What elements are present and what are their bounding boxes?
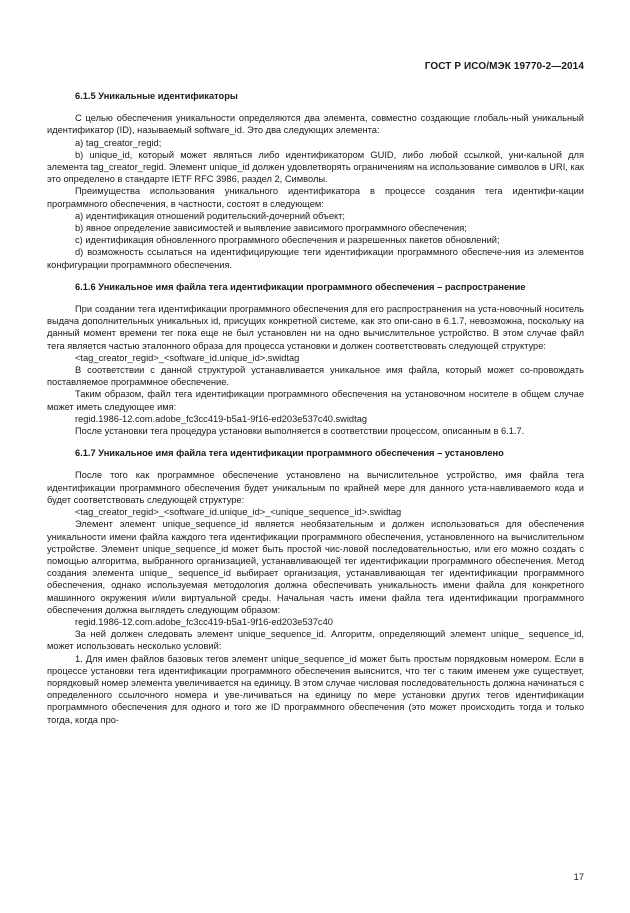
paragraph: Таким образом, файл тега идентификации программного обеспечения на установочном носителе в общем случае может иметь следующее имя:	[47, 389, 584, 412]
list-item: d) возможность ссылаться на идентифицирующие теги идентификации программного обеспече-ния из элементов конфигурации программного обеспечения.	[47, 247, 584, 270]
paragraph: При создании тега идентификации программного обеспечения для его распространения на уста-новочный носитель выдача дополнительных уникальных id, присущих конкретной системе, как это опи-сано в 6.1.7, невозможна, поскольку на данный момент времени тег пока еще не был установлен ни на одно вычислительное устройство. В этом случае файл тега является частью эталонного образа для процесса установки и должен соответствовать следующей структуре:	[47, 304, 584, 351]
filename-example: regid.1986-12.com.adobe_fc3cc419-b5a1-9f16-ed203e537c40.swidtag	[75, 413, 368, 424]
filename-structure: <tag_creator_regid>_<software_id.unique_id>_<unique_sequence_id>.swidtag	[75, 507, 402, 518]
standard-designation: ГОСТ Р ИСО/МЭК 19770-2—2014	[424, 61, 584, 72]
paragraph: За ней должен следовать элемент unique_sequence_id. Алгоритм, определяющий элемент unique_ sequence_id, может использовать несколько условий:	[47, 629, 584, 652]
paragraph: 1. Для имен файлов базовых тегов элемент unique_sequence_id может быть простым порядковым номером. Если в процессе установки тега идентификации программного обеспечения выяснится, что тег с таким именем уже существует, порядковый номер элемента увеличивается на единицу. В этом случае числовая последовательность должна начинаться с определенного ссылочного номера и уве-личиваться на единицу по мере установки других тегов идентификации программного обеспечения для одного и того же ID программного обеспечения (это может происходить тогда и только тогда, когда про-	[47, 653, 584, 725]
page-number: 17	[573, 872, 584, 882]
list-item: b) unique_id, который может являться либо идентификатором GUID, либо любой ссылкой, уни-кальной для элемента tag_creator_regid. Элемент unique_id должен удовлетворять ограничениям на использование символов в URI, как это определено в стандарте IETF RFC 3986, раздел 2, Символы.	[47, 149, 584, 185]
filename-structure: <tag_creator_regid>_<software_id.unique_id>.swidtag	[75, 352, 300, 363]
list-item: c) идентификация обновленного программного обеспечения и разрешенных пакетов обновлений;	[75, 235, 500, 246]
heading-6-1-7: 6.1.7 Уникальное имя файла тега идентификации программного обеспечения – установлено	[75, 448, 504, 459]
list-item: a) идентификация отношений родительский-дочерний объект;	[75, 210, 345, 221]
paragraph: В соответствии с данной структурой устанавливается уникальное имя файла, который может со-провождать поставляемое программное обеспечение.	[47, 365, 584, 388]
paragraph: С целью обеспечения уникальности определяются два элемента, совместно создающие глобаль-ный уникальный идентификатор (ID), называемый software_id. Это два следующих элемента:	[47, 113, 584, 136]
heading-6-1-5: 6.1.5 Уникальные идентификаторы	[75, 91, 238, 101]
paragraph: После того как программное обеспечение установлено на вычислительное устройство, имя файла тега идентификации программного обеспечения будет уникальным по крайней мере для данного уста-навливаемого кода и будет соответствовать следующей структуре:	[47, 470, 584, 505]
page-content	[47, 90, 584, 726]
paragraph: После установки тега процедура установки выполняется в соответствии процессом, описанным в 6.1.7.	[75, 426, 525, 437]
list-item: a) tag_creator_regid;	[75, 137, 162, 148]
filename-example: regid.1986-12.com.adobe_fc3cc419-b5a1-9f16-ed203e537c40	[75, 616, 333, 627]
heading-6-1-6: 6.1.6 Уникальное имя файла тега идентификации программного обеспечения – распространение	[75, 281, 526, 292]
paragraph: Элемент элемент unique_sequence_id является необязательным и должен использоваться для обеспечения уникальности имени файла каждого тега идентификации программного обеспечения, установленного на вычислительном устройстве. Элемент unique_sequence_id может быть простой чис-ловой последовательностью, или его можно создать с помощью алгоритма, выбранного организацией, устанавливающей тег идентификации программного обеспечения. Метод создания элемента unique_ sequence_id выбирает организация, устанавливающая тег идентификации программного обеспечения, однако используемая методология должна обеспечивать уникальность имени файла для конкретного машинного окружения и/или виртуальной среды. Начальная часть имени файла тега идентификации программного обеспечения должна выглядеть следующим образом:	[47, 519, 584, 615]
list-item: b) явное определение зависимостей и выявление зависимого программного обеспечения;	[75, 223, 467, 234]
paragraph: Преимущества использования уникального идентификатора в процессе создания тега идентифи-кации программного обеспечения, в частности, состоят в следующем:	[47, 186, 584, 209]
